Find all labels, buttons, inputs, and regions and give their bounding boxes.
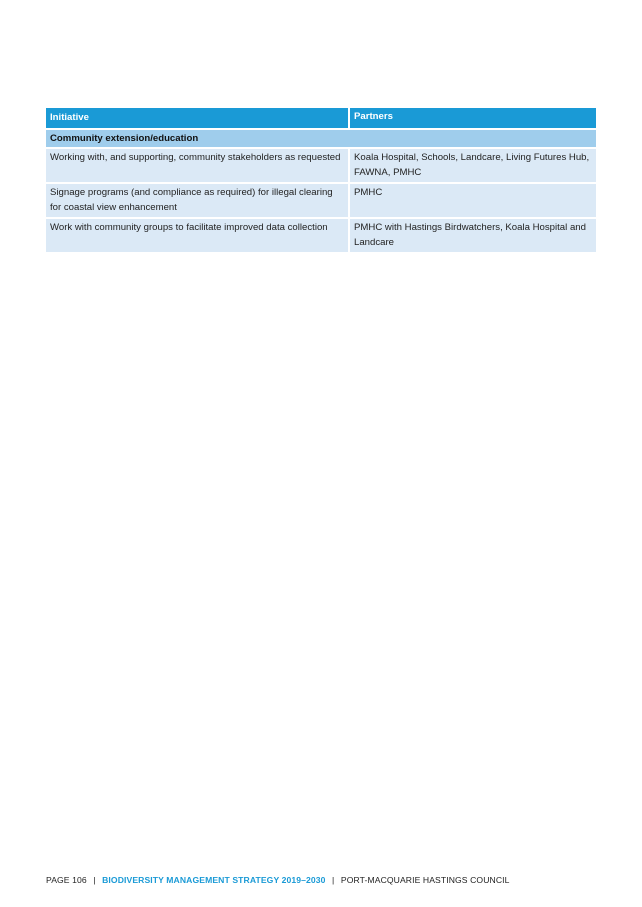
- footer-separator: |: [93, 875, 96, 885]
- partners-cell: Koala Hospital, Schools, Landcare, Living Futures Hub, FAWNA, PMHC: [349, 148, 596, 183]
- section-title: Community extension/education: [46, 129, 596, 148]
- page-number: PAGE 106: [46, 875, 87, 885]
- initiative-cell: Signage programs (and compliance as required) for illegal clearing for coastal view enhancement: [46, 183, 349, 218]
- page-footer: [46, 875, 510, 885]
- initiatives-table: [46, 108, 596, 252]
- footer-separator: |: [332, 875, 335, 885]
- council-name: PORT-MACQUARIE HASTINGS COUNCIL: [340, 875, 510, 885]
- strategy-title: BIODIVERSITY MANAGEMENT STRATEGY 2019–2030: [102, 875, 326, 885]
- partners-cell: PMHC with Hastings Birdwatchers, Koala Hospital and Landcare: [349, 218, 596, 252]
- table-row: [46, 183, 596, 218]
- initiative-cell: Working with, and supporting, community stakeholders as requested: [46, 148, 349, 183]
- table-row: [46, 148, 596, 183]
- column-header-partners: Partners: [349, 108, 596, 129]
- column-header-initiative: Initiative: [46, 108, 349, 129]
- table-row: [46, 218, 596, 252]
- initiative-cell: Work with community groups to facilitate improved data collection: [46, 218, 349, 252]
- table-header-row: [46, 108, 596, 129]
- partners-cell: PMHC: [349, 183, 596, 218]
- section-row: [46, 129, 596, 148]
